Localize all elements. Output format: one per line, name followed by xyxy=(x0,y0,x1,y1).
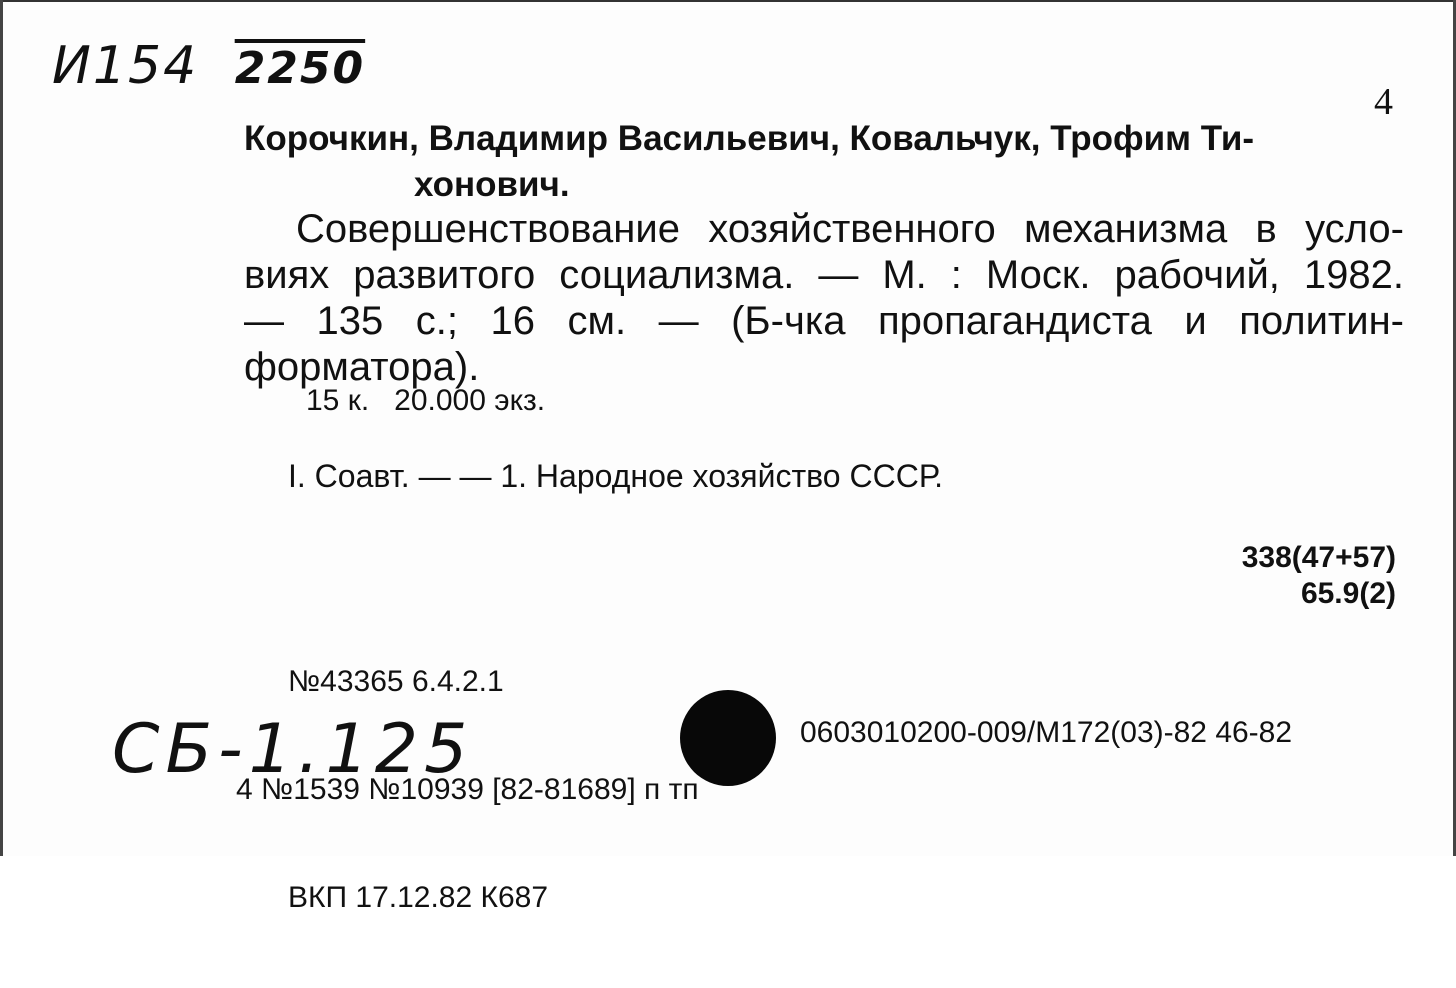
tracings: I. Соавт. — — 1. Народное хозяйство СССР. xyxy=(288,458,943,494)
technical-data xyxy=(236,592,699,988)
title-description xyxy=(244,206,1404,390)
handwritten-number: 2250 xyxy=(234,43,366,94)
publication-index: 0603010200-009/М172(03)-82 46-82 xyxy=(800,716,1293,749)
classification-code-1: 338(47+57) xyxy=(1241,541,1396,574)
handwritten-code: И154 xyxy=(52,36,199,96)
description-line-4: форматора). xyxy=(244,345,480,389)
technical-line-3: ВКП 17.12.82 К687 xyxy=(288,881,549,914)
handwritten-call-number xyxy=(52,36,365,96)
card-left-edge xyxy=(0,0,3,856)
authors-line-2: хонович. xyxy=(414,165,570,204)
technical-line-1: №43365 6.4.2.1 xyxy=(288,665,504,698)
description-line-2: виях развитого социализма. — М. : Моск. рабочий, 1982. xyxy=(244,253,1404,297)
authors-heading xyxy=(244,116,1404,208)
card-top-edge xyxy=(0,0,1456,2)
description-line-1: Совершенствование хозяйственного механизма в усло- xyxy=(296,207,1404,251)
authors-line-1: Корочкин, Владимир Васильевич, Ковальчук, Трофим Ти- xyxy=(244,119,1254,158)
price-print-run: 15 к. 20.000 экз. xyxy=(306,384,546,417)
punch-hole xyxy=(680,690,776,786)
card-number: 4 xyxy=(1374,81,1393,123)
technical-line-2: 4 №1539 №10939 [82-81689] п тп xyxy=(236,773,699,806)
classification-code-2: 65.9(2) xyxy=(1300,577,1396,610)
classification-codes xyxy=(1242,540,1396,612)
handwritten-shelf-mark: СБ-1.125 xyxy=(112,710,474,789)
description-line-3: — 135 с.; 16 см. — (Б-чка пропагандиста и политин- xyxy=(244,299,1404,343)
